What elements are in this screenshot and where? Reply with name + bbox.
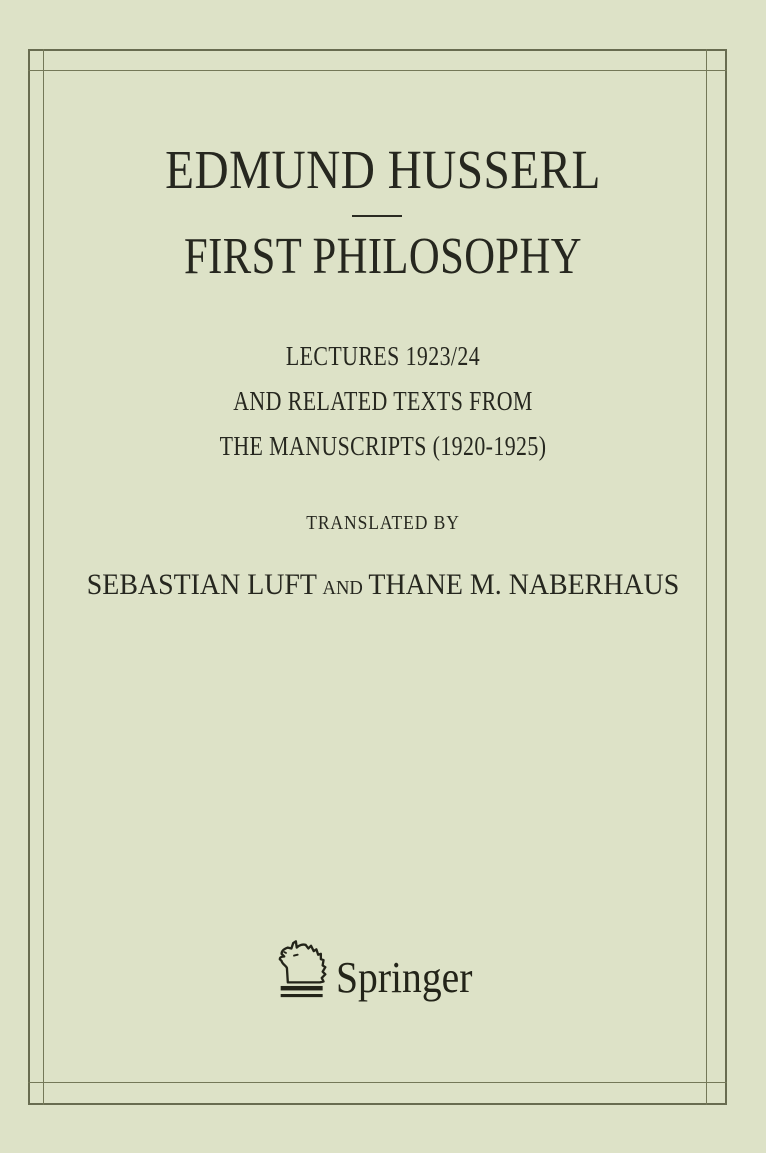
translator-name-1: SEBASTIAN LUFT: [86, 568, 317, 601]
publisher-name: Springer: [336, 953, 473, 1002]
book-title: FIRST PHILOSOPHY: [184, 228, 582, 285]
author-name: EDMUND HUSSERL: [165, 139, 601, 200]
springer-horse-icon: [278, 940, 328, 998]
translator-name-2: THANE M. NABERHAUS: [368, 568, 680, 601]
cover-frame-inner-line-bottom: [28, 1082, 727, 1083]
author-title-divider: [352, 215, 402, 217]
translators-conjunction: AND: [322, 577, 363, 599]
publisher-logo: [0, 940, 766, 1002]
subtitle-line-1: LECTURES 1923/24: [285, 341, 481, 371]
translators-line: [27, 568, 739, 603]
subtitle-line-2: AND RELATED TEXTS FROM: [233, 386, 533, 416]
subtitle-line-3: THE MANUSCRIPTS (1920-1925): [219, 431, 547, 461]
translated-by-label: TRANSLATED BY: [306, 513, 460, 534]
cover-frame-inner-line-top: [28, 70, 727, 71]
